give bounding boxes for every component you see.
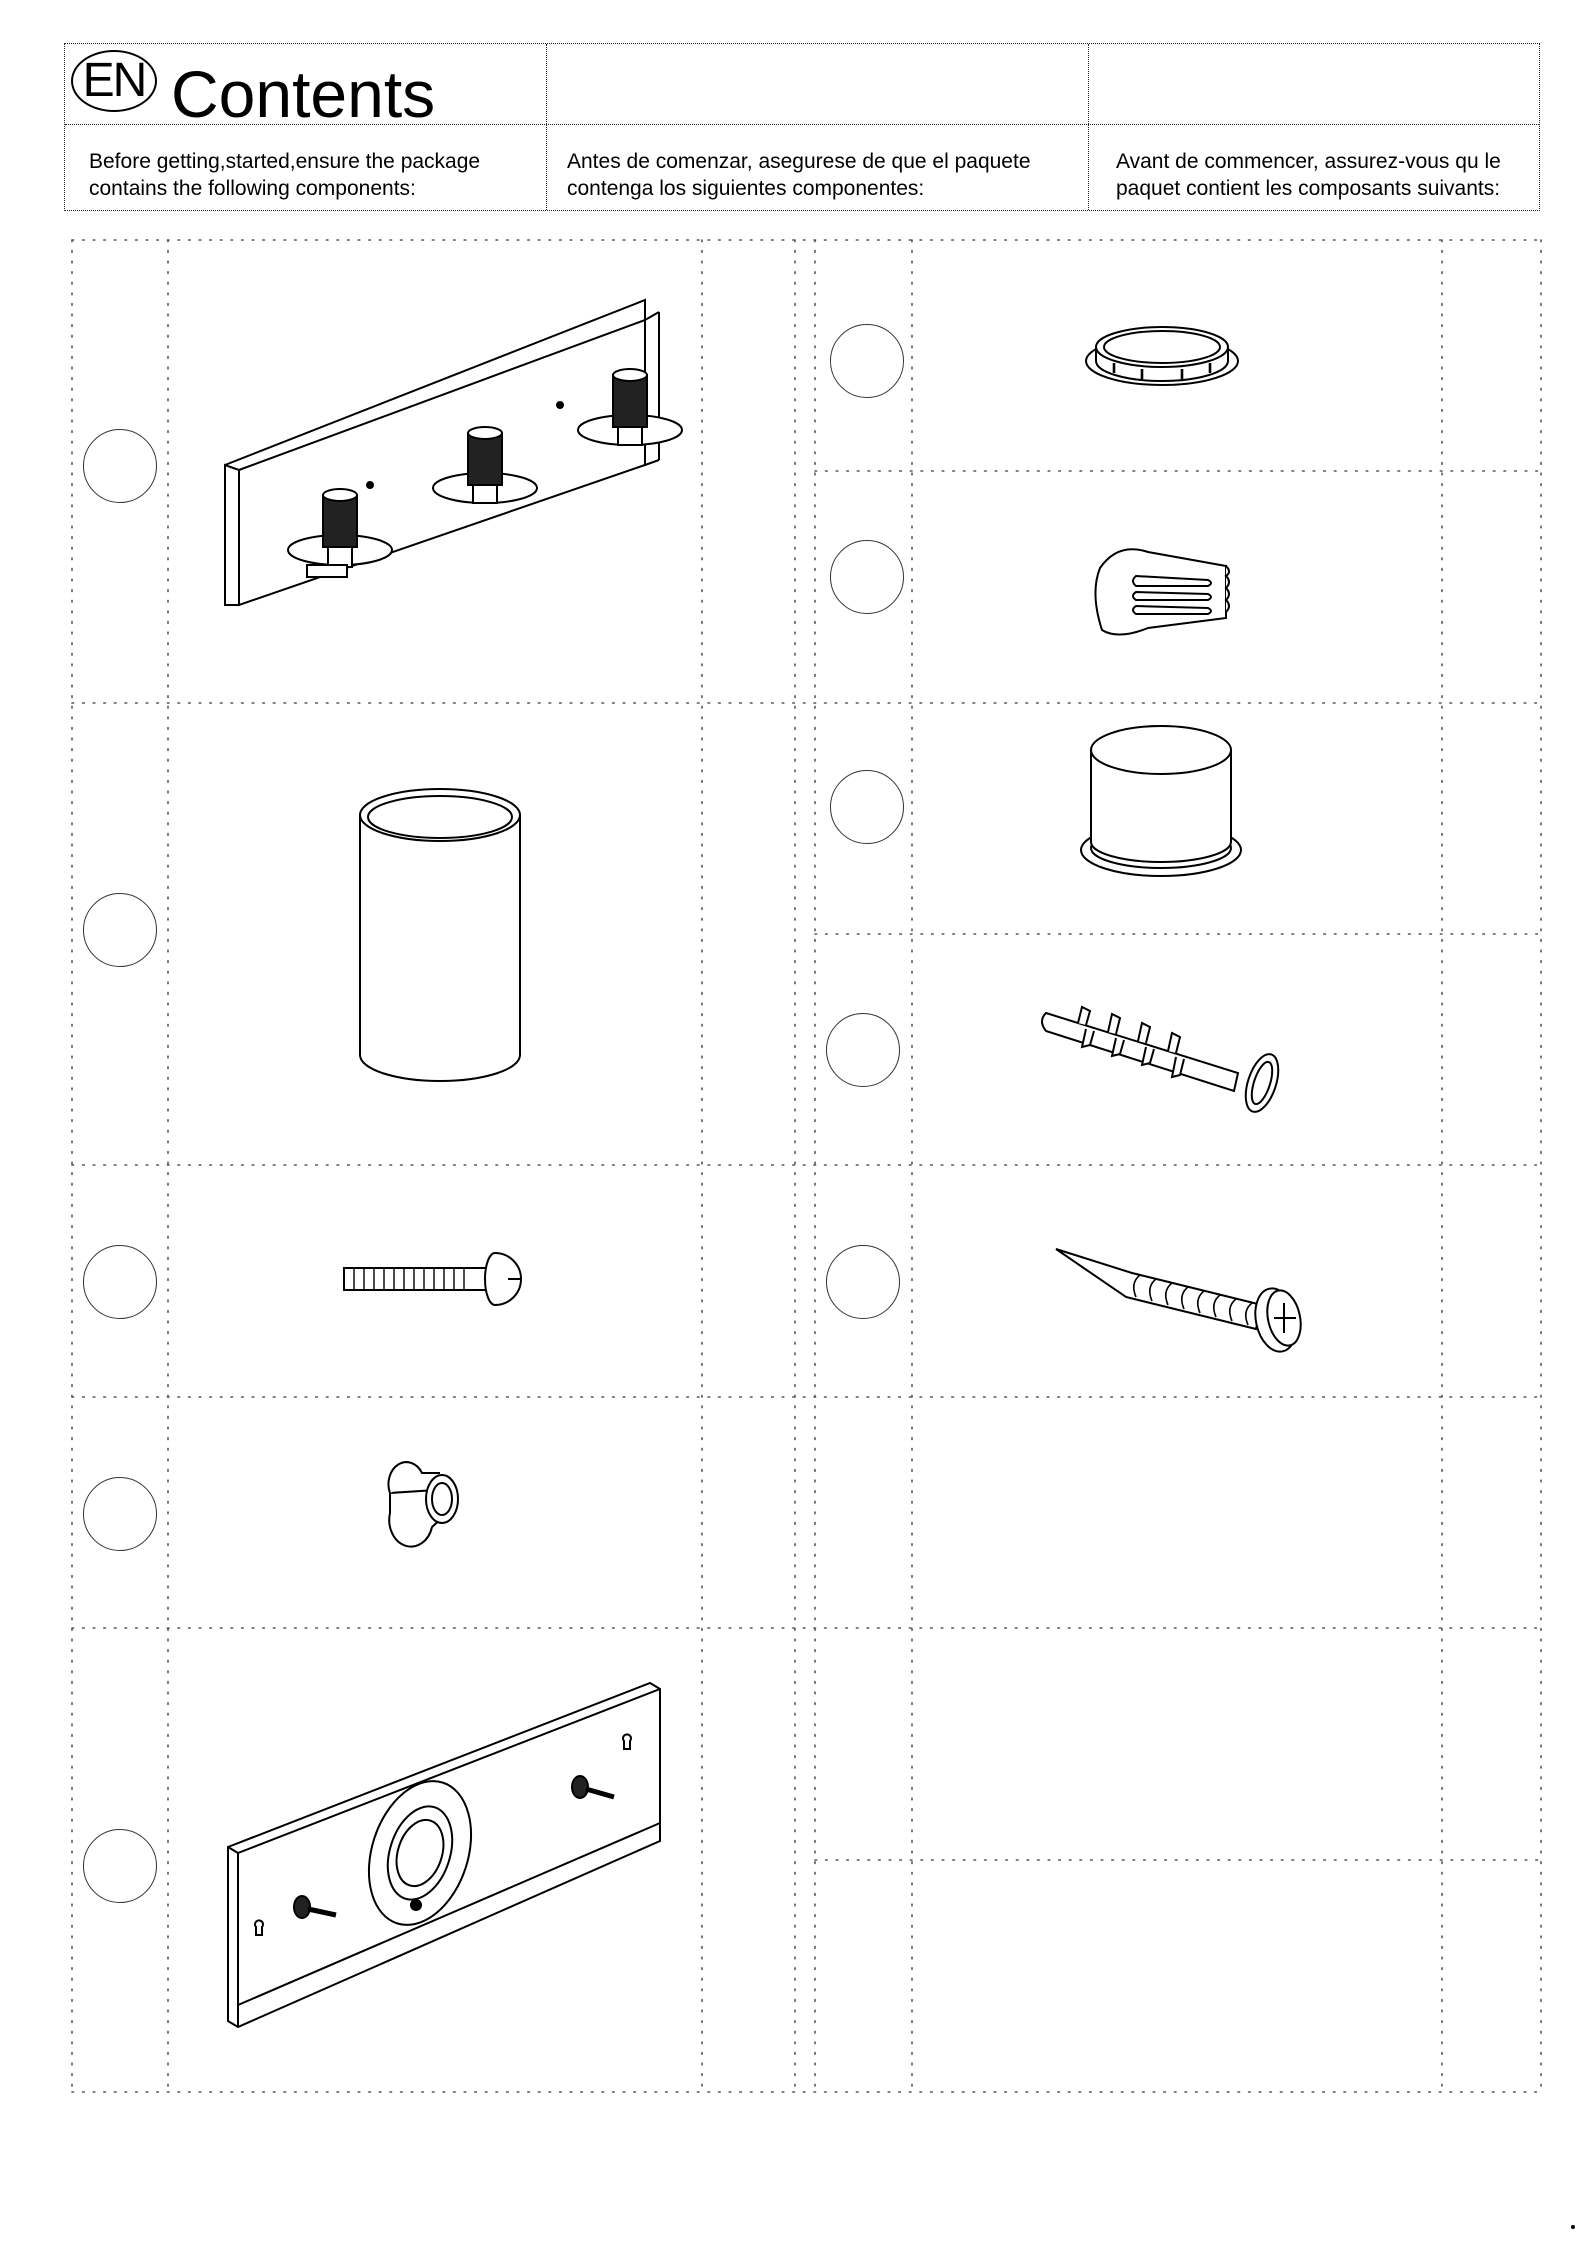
item-number-circle: [83, 1245, 157, 1319]
socket-ring-icon: [1082, 313, 1242, 393]
intro-line: contains the following components:: [89, 177, 416, 200]
intro-french: [1116, 148, 1536, 202]
wall-anchor-icon: [1038, 995, 1288, 1120]
intro-line: Antes de comenzar, asegurese de que el paquete: [567, 150, 1031, 173]
header-column-divider: [1088, 44, 1089, 210]
mounting-plate-icon: [220, 1675, 670, 2035]
intro-line: Before getting,started,ensure the package: [89, 150, 481, 173]
wood-screw-icon: [1052, 1245, 1317, 1355]
item-number-circle: [830, 540, 904, 614]
wire-connector-icon: [1088, 538, 1238, 643]
item-number-circle: [83, 1829, 157, 1903]
fixture-backplate-3-sockets-icon: [215, 290, 695, 610]
item-number-circle: [83, 893, 157, 967]
cap-nut-icon: [382, 1465, 467, 1540]
machine-screw-icon: [340, 1250, 530, 1310]
language-badge: EN: [71, 50, 157, 112]
item-number-circle: [83, 429, 157, 503]
intro-line: paquet contient les composants suivants:: [1116, 177, 1501, 200]
page-title: Contents: [171, 57, 436, 131]
intro-line: Avant de commencer, assurez-vous qu le: [1116, 150, 1501, 173]
contents-header-table: [64, 43, 1540, 211]
item-number-circle: [826, 1013, 900, 1087]
item-number-circle: [830, 324, 904, 398]
item-number-circle: [830, 770, 904, 844]
intro-line: contenga los siguientes componentes:: [567, 177, 925, 200]
intro-spanish: [567, 148, 1087, 202]
intro-english: [89, 148, 609, 202]
page-mark: [1571, 2225, 1575, 2229]
item-number-circle: [826, 1245, 900, 1319]
shade-holder-cup-icon: [1076, 722, 1246, 887]
glass-shade-cylinder-icon: [355, 785, 525, 1090]
item-number-circle: [83, 1477, 157, 1551]
